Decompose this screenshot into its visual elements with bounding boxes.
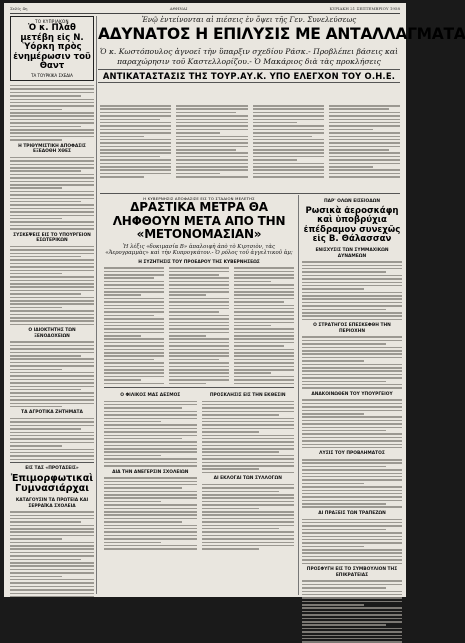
left-item-headline: ΤΑ ΑΓΡΟΤΙΚΑ ΖΗΤΗΜΑΤΑ — [21, 410, 83, 416]
mid-item-headline: ΑΙ ΕΚΛΟΓΑΙ ΤΩΝ ΣΥΛΛΟΓΩΝ — [213, 476, 282, 482]
right-column — [302, 196, 402, 594]
left-epit-deck: ΚΑΤΑΓΟΥΣΙΝ ΤΑ ΠΡΩΤΕΙΑ ΚΑΙ ΣΕΡΡΑΪΚΑ ΣΧΟΛΕΙΑ — [15, 497, 89, 509]
left-boxed-story — [10, 16, 94, 81]
text-body — [10, 246, 94, 325]
left-box-headline: Ὁ κ. Πλάθ μετέβη εἰς Ν. Ὑόρκη πρὸς ἐνημέρωσιν τοῦ Θαντ — [13, 23, 91, 72]
page-number: Σελίς 4η — [10, 6, 28, 11]
mid-item-headline: ΠΡΟΣΚΛΗΣΙΣ ΕΙΣ ΤΗΝ ΕΚΘΕΣΙΝ — [209, 393, 286, 398]
left-box-tag: ΤΟ ΚΥΠΡΙΑΚΟΝ — [35, 19, 69, 24]
text-body — [202, 401, 295, 474]
right-item-headline: ΑΙ ΠΡΑΞΕΙΣ ΤΩΝ ΤΡΑΠΕΖΩΝ — [318, 510, 386, 516]
text-body — [10, 157, 94, 230]
right-box-tag: ΠΑΡ' ΟΛΩΝ ΕΙΣΕΙΟΔΩΝ — [323, 199, 381, 204]
mid-item-headline: Ο ΦΙΛΙΚΟΣ ΜΑΣ ΔΕΣΜΟΣ — [120, 393, 181, 398]
text-body — [202, 484, 295, 550]
lead-story-head — [98, 16, 465, 83]
text-body — [253, 105, 324, 180]
lead-headline: ΑΔΥΝΑΤΟΣ Η ΕΠΙΛΥΣΙΣ ΜΕ ΑΝΤΑΛΛΑΓΜΑΤΑ — [98, 25, 465, 43]
divider — [10, 462, 94, 463]
lead-kicker: Ἐνῷ ἐντείνονται αἱ πιέσεις ἐν ὄψει τῆς Γεν. Συνελεύσεως — [141, 16, 357, 24]
text-body — [302, 399, 402, 448]
text-body — [104, 401, 197, 467]
mid-headline: ΔΡΑΣΤΙΚΑ ΜΕΤΡΑ ΘΑ ΛΗΦΘΟΥΝ ΜΕΤΑ ΑΠΟ ΤΗΝ «ΜΕΤΟΝΟΜΑΣΙΑΝ» — [112, 200, 286, 241]
mid-lower-items — [104, 385, 294, 595]
issue-date: ΚΥΡΙΑΚΗ 21 ΣΕΠΤΕΜΒΡΙΟΥ 1958 — [329, 6, 400, 11]
lead-subhead: ΑΝΤΙΚΑΤΑΣΤΑΣΙΣ ΤΗΣ ΤΟΥΡ.ΑΥ.Κ. ΥΠΟ ΕΛΕΓΧΟΝ ΤΟΥ Ο.Η.Ε. — [98, 69, 400, 83]
text-body — [10, 511, 94, 597]
newspaper-page — [4, 3, 465, 597]
column-rule — [298, 195, 299, 595]
divider — [100, 193, 400, 194]
left-box-byline: ΤΑ ΤΟΥΡΚΙΚΑ ΣΧΕΔΙΑ — [31, 72, 73, 78]
right-item-headline: Ο ΣΤΡΑΤΗΓΟΣ ΕΠΕΣΚΕΦΘΗ ΤΗΝ ΠΕΡΙΟΧΗΝ — [313, 323, 391, 334]
text-body — [10, 85, 94, 141]
text-body — [100, 105, 171, 180]
text-body — [10, 418, 94, 460]
column-rule — [96, 16, 97, 594]
mid-kicker: Η ΚΥΒΕΡΝΗΣΙΣ ΑΠΟΦΑΣΙΣΕ ΕΙΣ ΤΟ ΣΤΑΔΙΟΝ ΜΕΛΕΤΗΣ — [143, 196, 255, 201]
left-epit-kicker: ΕΙΣ ΤΑΣ «ΠΡΟΤΑΣΕΙΣ» — [25, 466, 79, 472]
left-epit-headline: Ἐπιμορφωτικαὶ Γυμνασιάρχαι — [10, 472, 94, 495]
text-body — [302, 519, 402, 565]
right-item-headline: ΛΥΣΙΣ ΤΟΥ ΠΡΟΒΛΗΜΑΤΟΣ — [319, 451, 385, 457]
text-body — [302, 580, 402, 643]
left-item-headline: ΣΥΣΚΕΨΕΙΣ ΕΙΣ ΤΟ ΥΠΟΥΡΓΕΙΟΝ ΕΣΩΤΕΡΙΚΩΝ — [13, 232, 91, 244]
text-body — [104, 477, 197, 550]
right-box-byline: ΕΝΙΣΧΥΣΙΣ ΤΩΝ ΣΥΜΜΑΧΙΚΩΝ ΔΥΝΑΜΕΩΝ — [315, 247, 389, 259]
lead-deck: Ὁ κ. Κωστόπουλος ἀγνοεῖ τὴν ὕπαρξιν σχεδίου Ράσκ.- Προβλέπει βάσεις καὶ παραχώρησιν τοῦ Καστελλορίζου.- Ὁ Μακάριος διὰ τὰς προκλήσεις — [100, 47, 398, 66]
paper-name: ΑΘΗΝΑΙ — [169, 6, 188, 11]
text-body — [302, 261, 402, 320]
mid-item-headline: Η ΣΥΖΗΤΗΣΙΣ ΤΟΥ ΠΡΟΕΔΡΟΥ ΤΗΣ ΚΥΒΕΡΝΗΣΕΩΣ — [138, 259, 260, 265]
mid-deck: Ἡ λέξις «δοκιμασία Β» ἀπαλοιφὴ ἀπὸ τὸ Κιρτσιὸν, τὰς «Ἀερογραμμὰς» καὶ τὴν Κυπρογκάτον.- Ὁ ρόλος τοῦ ἀγγελτικοῦ ἀμ; — [105, 243, 293, 257]
left-column — [10, 16, 94, 592]
text-body — [10, 341, 94, 407]
left-item-headline: Ο ΙΔΙΟΚΤΗΤΗΣ ΤΩΝ ΞΕΝΟΔΟΧΕΙΩΝ — [28, 328, 76, 339]
mid-item-headline: ΔΙΑ ΤΗΝ ΑΝΕΓΕΡΣΙΝ ΣΧΟΛΕΙΩΝ — [112, 469, 189, 475]
text-body — [176, 105, 247, 180]
text-body — [302, 459, 402, 508]
right-box-headline: Ρωσικὰ ἀεροσκάφη καὶ ὑποβρύχια ἐπέδραμον συνεχῶς εἰς Β. Θάλασσαν — [303, 205, 401, 245]
folio-line — [10, 5, 400, 14]
text-body — [302, 336, 402, 388]
text-body — [329, 105, 400, 180]
right-item-headline: ΠΡΟΣΦΥΓΗ ΕΙΣ ΤΟ ΣΥΜΒΟΥΛΙΟΝ ΤΗΣ ΕΠΙΚΡΑΤΕΙΑΣ — [306, 567, 398, 578]
left-item-headline: Η ΤΡΙΘΥΜΙΣΤΙΚΗ ΑΠΟΦΑΣΙΣ ΕΞΕΔΟΘΗ ΧΘΕΣ — [18, 143, 86, 155]
divider — [104, 387, 294, 388]
right-item-headline: ΑΝΑΚΟΙΝΩΘΕΝ ΤΟΥ ΥΠΟΥΡΓΕΙΟΥ — [311, 391, 393, 397]
